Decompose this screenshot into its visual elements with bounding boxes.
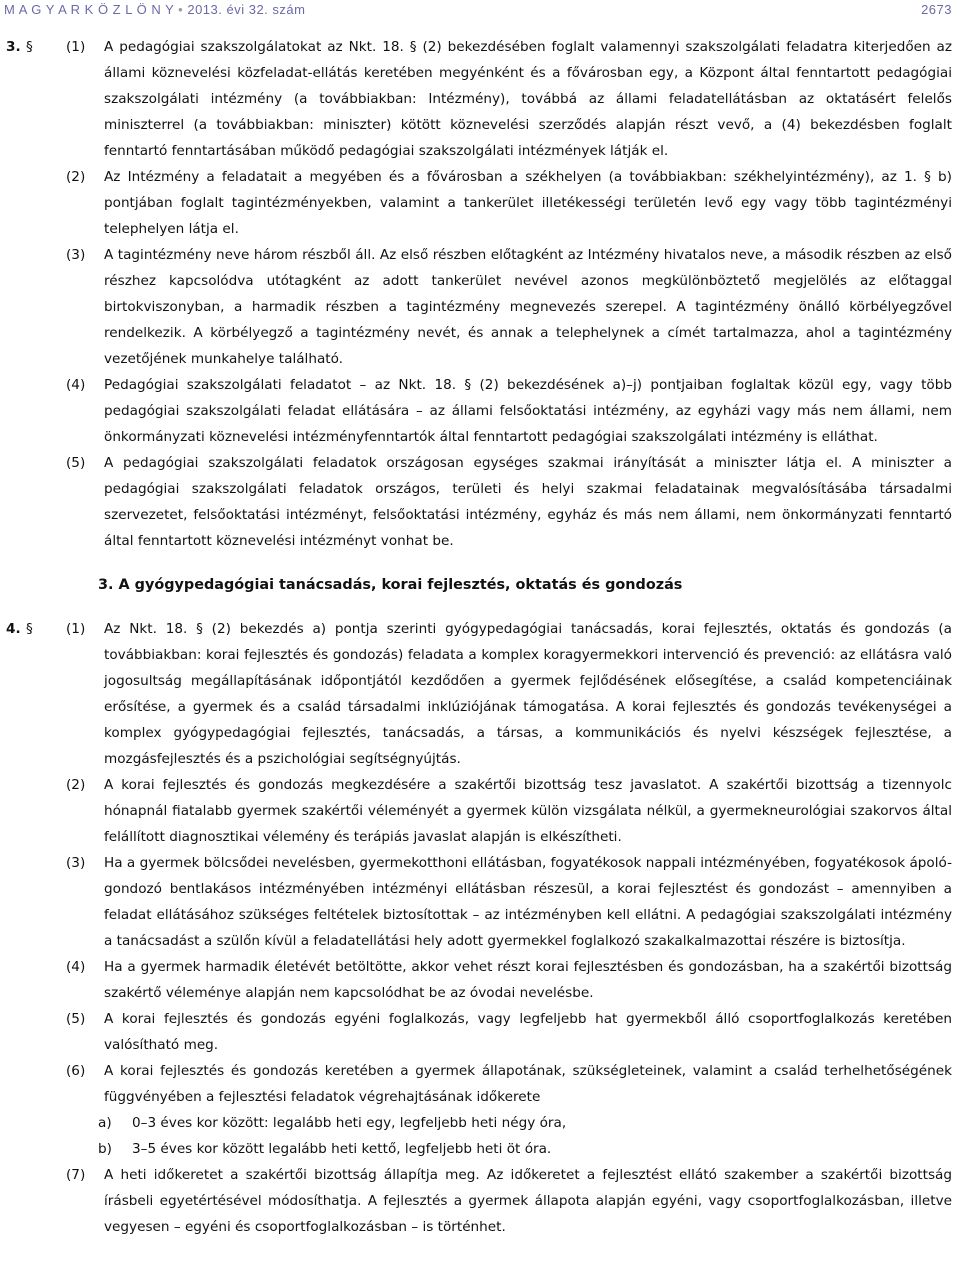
paragraph [0, 772, 952, 850]
paragraph [0, 954, 952, 1006]
paragraph-number: (2) [66, 777, 86, 793]
paragraph [0, 1162, 952, 1240]
paragraph [0, 34, 952, 164]
chapter-heading: 3. A gyógypedagógiai tanácsadás, korai fejlesztés, oktatás és gondozás [98, 577, 683, 593]
paragraph-number: (7) [66, 1167, 86, 1183]
paragraph-text: A korai fejlesztés és gondozás egyéni foglalkozás, vagy legfeljebb hat gyermekből álló csoportfoglalkozás keretében valósítható meg. [104, 1011, 952, 1053]
list-item [98, 1110, 952, 1136]
paragraph-text: A pedagógiai szakszolgálatokat az Nkt. 18. § (2) bekezdésében foglalt valamennyi szakszolgálati feladatra kiterjedően az állami köznevelési közfeladat-ellátás keretében megyénként és a fővárosban egy, a Központ által fenntartott pedagógiai szakszolgálati intézmény (a továbbiakban: Intézmény), továbbá az állami feladatellátásban az oktatásért felelős miniszterrel (a továbbiakban: miniszter) kötött köznevelési szerződés alapján részt vevő, a (4) bekezdésben foglalt fenntartó fenntartásában működő pedagógiai szakszolgálati intézmények látják el. [104, 39, 952, 159]
paragraph [0, 372, 952, 450]
list-item-text: 3–5 éves kor között legalább heti kettő, legfeljebb heti öt óra. [132, 1141, 552, 1157]
paragraph-number: (3) [66, 855, 86, 871]
paragraph-number: (1) [66, 621, 86, 637]
header-separator: • [178, 2, 184, 17]
document-body [0, 34, 952, 1240]
paragraph-text: Pedagógiai szakszolgálati feladatot – az Nkt. 18. § (2) bekezdésének a)–j) pontjaiban foglaltak közül egy, vagy több pedagógiai szakszolgálati feladat ellátására – az állami felsőoktatási intézmény, az egyházi vagy más nem állami, nem önkormányzati köznevelési intézményfenntartók által fenntartott pedagógiai szakszolgálati intézmény is elláthat. [104, 377, 952, 445]
paragraph [0, 450, 952, 554]
list-item-label: b) [98, 1141, 112, 1157]
journal-title [4, 0, 305, 23]
paragraph-text: A tagintézmény neve három részből áll. Az első részben előtagként az Intézmény hivatalos neve, a második részben az első részhez kapcsolódva utótagként az adott tankerület nevével azonos megkülönböztető megjelölés az előtaggal birtokviszonyban, a harmadik részben a tagintézmény megnevezés szerepel. A tagintézmény önálló körbélyegzővel rendelkezik. A körbélyegző a tagintézmény nevét, és annak a telephelynek a címét tartalmazza, ahol a tagintézmény vezetőjének munkahelye található. [104, 247, 952, 367]
paragraph [0, 242, 952, 372]
paragraph-text: A heti időkeretet a szakértői bizottság állapítja meg. Az időkeretet a fejlesztést ellátó szakember a szakértői bizottság írásbeli egyetértésével módosíthatja. A fejlesztés a gyermek állapota alapján egyéni, vagy csoportfoglalkozásban, illetve vegyesen – egyéni és csoportfoglalkozásban – is történhet. [104, 1167, 952, 1235]
paragraph-number: (5) [66, 1011, 86, 1027]
journal-name: M A G Y A R K Ö Z L Ö N Y [4, 2, 175, 17]
paragraph [0, 616, 952, 772]
paragraph [0, 1058, 952, 1110]
section-4 [0, 616, 952, 1240]
paragraph-number: (5) [66, 455, 86, 471]
section-sign: § [26, 39, 33, 55]
section-number: 4. [6, 621, 21, 637]
paragraph-text: A pedagógiai szakszolgálati feladatok országosan egységes szakmai irányítását a miniszter látja el. A miniszter a pedagógiai szakszolgálati feladatok országos, területi és helyi szakmai feladatainak megvalósításába társadalmi szervezetet, felsőoktatási intézményt, felsőoktatási intézmény, egyház és más nem állami, nem önkormányzati fenntartó által fenntartott köznevelési intézményt vonhat be. [104, 455, 952, 549]
paragraph-number: (4) [66, 377, 86, 393]
paragraph-number: (2) [66, 169, 86, 185]
paragraph-text: A korai fejlesztés és gondozás keretében a gyermek állapotának, szükségleteinek, valamint a család terhelhetőségének függvényében a fejlesztési feladatok végrehajtásának időkerete [104, 1063, 952, 1105]
paragraph-text: Ha a gyermek harmadik életévét betöltötte, akkor vehet részt korai fejlesztésben és gondozásban, ha a szakértői bizottság szakértő véleménye alapján nem kapcsolódhat be az óvodai nevelésbe. [104, 959, 952, 1001]
paragraph-text: Az Intézmény a feladatait a megyében és a fővárosban a székhelyen (a továbbiakban: székhelyintézmény), az 1. § b) pontjában foglalt tagintézményekben, valamint a tankerület illetékességi területén levő egy vagy több tagintézményi telephelyen látja el. [104, 169, 952, 237]
paragraph-number: (6) [66, 1063, 86, 1079]
section-sign: § [26, 621, 33, 637]
paragraph [0, 1006, 952, 1058]
paragraph-text: Az Nkt. 18. § (2) bekezdés a) pontja szerinti gyógypedagógiai tanácsadás, korai fejlesztés, oktatás és gondozás (a továbbiakban: korai fejlesztés és gondozás) feladata a komplex koragyermekkori intervenció és prevenció: az ellátásra való jogosultság megállapításának időpontjától kezdődően a gyermek fejlődésének elősegítése, a család kompetenciáinak erősítése, a gyermek és a család társadalmi inklúziójának támogatása. A korai fejlesztés és gondozás tevékenységei a komplex gyógypedagógiai fejlesztés, tanácsadás, a társas, a kommunikációs és nyelvi készségek fejlesztése, a mozgásfejlesztés és a pszichológiai segítségnyújtás. [104, 621, 952, 767]
list-item [98, 1136, 952, 1162]
list-item-label: a) [98, 1115, 112, 1131]
issue-label: 2013. évi 32. szám [187, 2, 306, 17]
section-3 [0, 34, 952, 554]
paragraph-text: A korai fejlesztés és gondozás megkezdésére a szakértői bizottság tesz javaslatot. A szakértői bizottság a tizennyolc hónapnál fiatalabb gyermek szakértői véleményét a gyermek külön vizsgálata nélkül, a gyermekneurológiai szakorvos által felállított diagnosztikai vélemény és terápiás javaslat alapján is elkészítheti. [104, 777, 952, 845]
paragraph-text: Ha a gyermek bölcsődei nevelésben, gyermekotthoni ellátásban, fogyatékosok nappali intézményében, fogyatékosok ápoló-gondozó bentlakásos intézményében intézményi ellátásban részesül, a korai fejlesztést és gondozást – amennyiben a feladat ellátásához szükséges feltételek biztosítottak – az intézményben kell ellátni. A pedagógiai szakszolgálati intézmény a tanácsadást a szülőn kívül a feladatellátási hely adott gyermekkel foglalkozó szakalkalmazottai részére is biztosítja. [104, 855, 952, 949]
paragraph-number: (1) [66, 39, 86, 55]
paragraph-number: (4) [66, 959, 86, 975]
page-header [4, 0, 952, 20]
paragraph [0, 850, 952, 954]
page-number: 2673 [921, 2, 952, 17]
list-item-text: 0–3 éves kor között: legalább heti egy, legfeljebb heti négy óra, [132, 1115, 567, 1131]
paragraph [0, 164, 952, 242]
paragraph-number: (3) [66, 247, 86, 263]
section-number: 3. [6, 39, 21, 55]
